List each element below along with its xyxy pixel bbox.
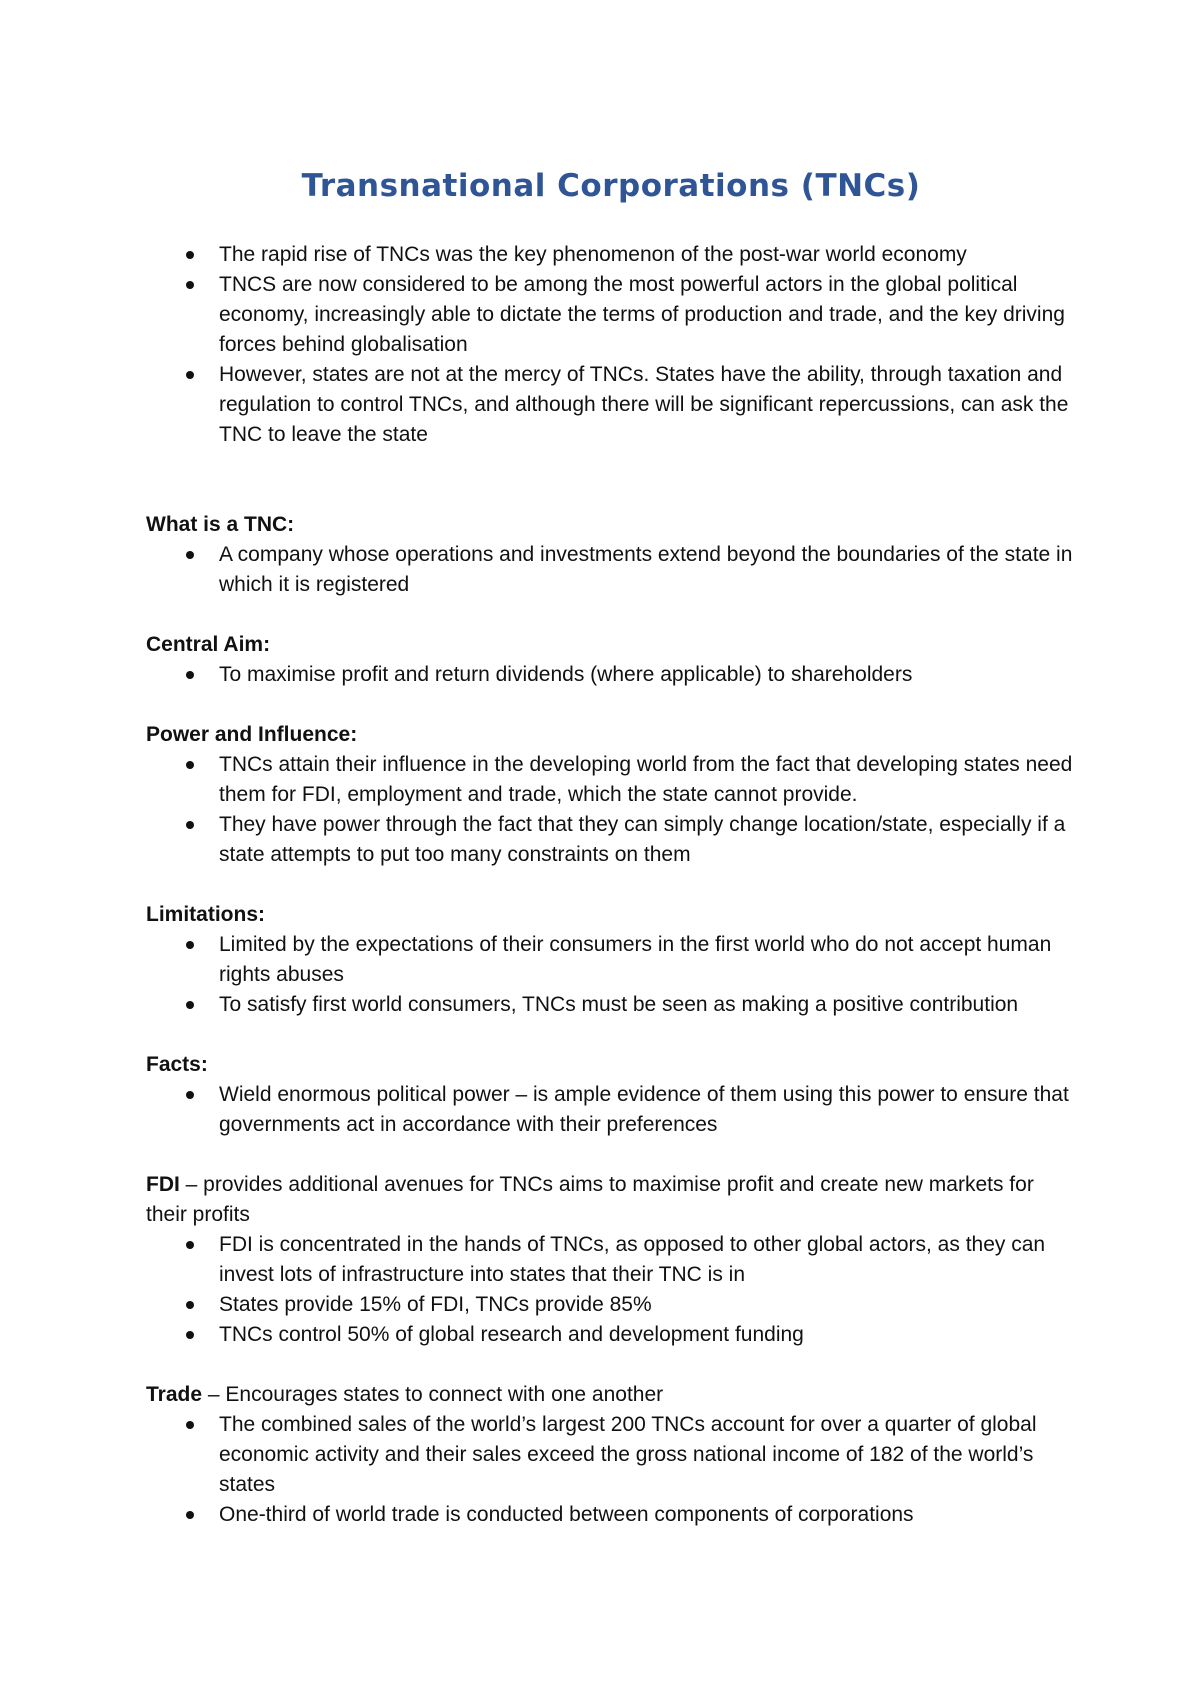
bullet-icon: [186, 1331, 194, 1339]
section-heading: Power and Influence:: [146, 723, 358, 746]
section-what-is-tnc: [146, 510, 1076, 600]
list-item: They have power through the fact that they can simply change location/state, especially if a state attempts to put too many constraints on them: [146, 810, 1076, 870]
bullet-icon: [186, 1001, 194, 1009]
bullet-icon: [186, 371, 194, 379]
bullet-icon: [186, 281, 194, 289]
list-item: The combined sales of the world’s largest 200 TNCs account for over a quarter of global economic activity and their sales exceed the gross national income of 182 of the world’s states: [146, 1410, 1076, 1500]
section-power-influence: [146, 720, 1076, 870]
list-item: To satisfy first world consumers, TNCs must be seen as making a positive contribution: [146, 990, 1076, 1020]
bullet-icon: [186, 1301, 194, 1309]
section-heading: What is a TNC:: [146, 513, 295, 536]
section-heading: Facts:: [146, 1053, 208, 1076]
list-item: To maximise profit and return dividends (where applicable) to shareholders: [146, 660, 1076, 690]
bullet-icon: [186, 1091, 194, 1099]
list-item: FDI is concentrated in the hands of TNCs, as opposed to other global actors, as they can invest lots of infrastructure into states that their TNC is in: [146, 1230, 1076, 1290]
bullet-icon: [186, 761, 194, 769]
list-item: TNCS are now considered to be among the most powerful actors in the global political economy, increasingly able to dictate the terms of production and trade, and the key driving forces behind globalisation: [146, 270, 1076, 360]
section-heading: Limitations:: [146, 903, 265, 926]
list-item: States provide 15% of FDI, TNCs provide 85%: [146, 1290, 1076, 1320]
list-item: Wield enormous political power – is ample evidence of them using this power to ensure that governments act in accordance with their preferences: [146, 1080, 1076, 1140]
section-facts: [146, 1050, 1076, 1140]
page-title: Transnational Corporations (TNCs): [301, 168, 921, 204]
bullet-icon: [186, 1241, 194, 1249]
bullet-icon: [186, 551, 194, 559]
bullet-icon: [186, 821, 194, 829]
bullet-icon: [186, 251, 194, 259]
section-fdi: [146, 1170, 1076, 1350]
section-trade: [146, 1380, 1076, 1530]
intro-bullet-list: [146, 240, 1076, 450]
list-item: A company whose operations and investments extend beyond the boundaries of the state in which it is registered: [146, 540, 1076, 600]
list-item: One-third of world trade is conducted between components of corporations: [146, 1500, 1076, 1530]
list-item: However, states are not at the mercy of TNCs. States have the ability, through taxation and regulation to control TNCs, and although there will be significant repercussions, can ask the TNC to leave the state: [146, 360, 1076, 450]
section-heading: Trade – Encourages states to connect with one another: [146, 1383, 664, 1406]
bullet-icon: [186, 671, 194, 679]
bullet-icon: [186, 1421, 194, 1429]
section-heading: Central Aim:: [146, 633, 271, 656]
bullet-icon: [186, 941, 194, 949]
list-item: Limited by the expectations of their consumers in the first world who do not accept human rights abuses: [146, 930, 1076, 990]
section-limitations: [146, 900, 1076, 1020]
list-item: The rapid rise of TNCs was the key phenomenon of the post-war world economy: [146, 240, 1076, 270]
list-item: TNCs attain their influence in the developing world from the fact that developing states need them for FDI, employment and trade, which the state cannot provide.: [146, 750, 1076, 810]
section-heading: FDI – provides additional avenues for TNCs aims to maximise profit and create new markets for their profits: [146, 1173, 1034, 1226]
list-item: TNCs control 50% of global research and development funding: [146, 1320, 1076, 1350]
bullet-icon: [186, 1511, 194, 1519]
document-body: [146, 168, 1076, 1530]
section-central-aim: [146, 630, 1076, 690]
